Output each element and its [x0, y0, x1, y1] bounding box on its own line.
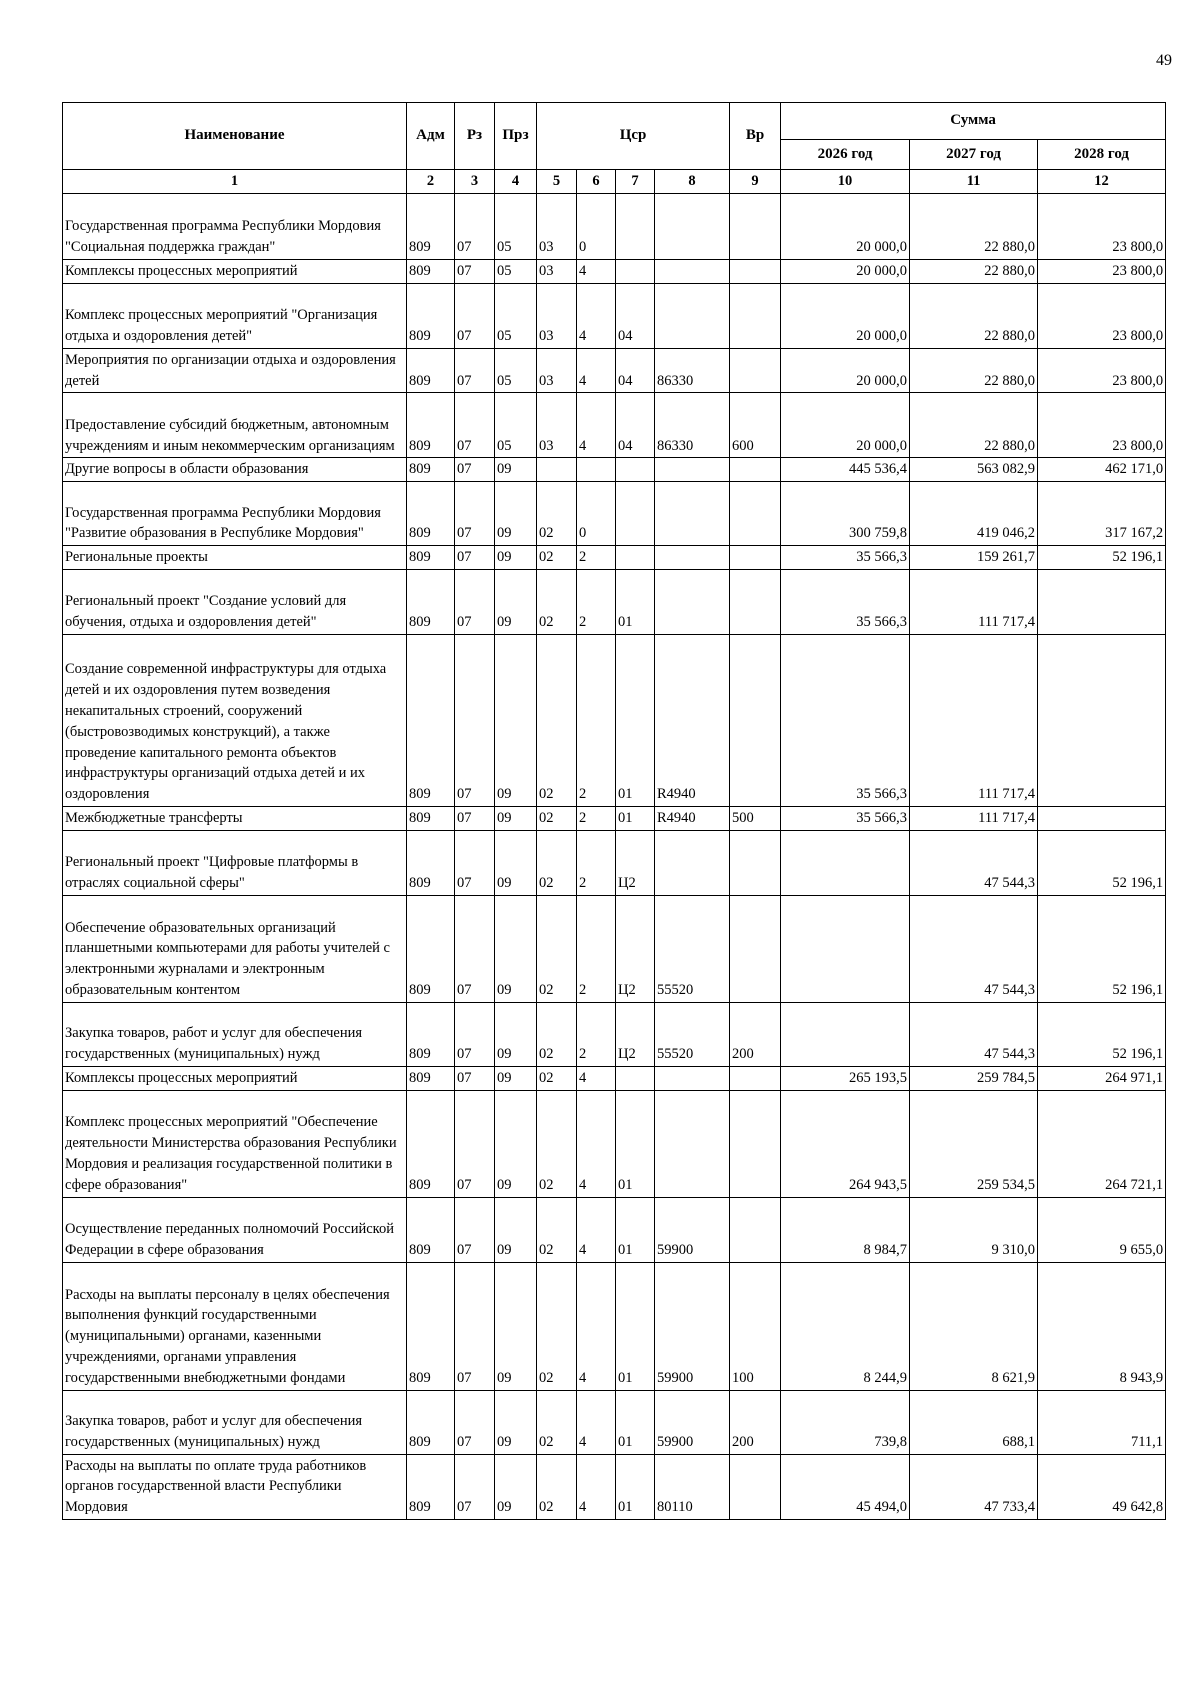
row-csr-5: 02: [537, 895, 577, 1002]
table-row: [63, 393, 1166, 458]
row-sum-2027: 22 880,0: [910, 348, 1038, 393]
col-number: 9: [730, 170, 781, 194]
row-csr-8: [655, 458, 730, 482]
row-name: Мероприятия по организации отдыха и оздоровления детей: [63, 348, 407, 393]
row-csr-5: 03: [537, 194, 577, 260]
row-prz: 09: [495, 806, 537, 830]
row-csr-6: 4: [577, 1454, 616, 1519]
table-row: [63, 806, 1166, 830]
table-row: [63, 482, 1166, 546]
header-vr: Вр: [730, 103, 781, 170]
row-name: Государственная программа Республики Мордовия "Социальная поддержка граждан": [63, 194, 407, 260]
row-name: Комплекс процессных мероприятий "Организация отдыха и оздоровления детей": [63, 283, 407, 348]
row-csr-8: [655, 283, 730, 348]
row-rz: 07: [455, 634, 495, 806]
row-prz: 05: [495, 348, 537, 393]
row-adm: 809: [407, 482, 455, 546]
row-csr-7: 01: [616, 806, 655, 830]
row-sum-2028: 52 196,1: [1038, 1002, 1166, 1066]
row-prz: 09: [495, 482, 537, 546]
row-sum-2027: 8 621,9: [910, 1262, 1038, 1390]
row-vr: 500: [730, 806, 781, 830]
row-sum-2028: 23 800,0: [1038, 260, 1166, 284]
row-vr: [730, 458, 781, 482]
row-rz: 07: [455, 1197, 495, 1262]
row-name: Закупка товаров, работ и услуг для обеспечения государственных (муниципальных) нужд: [63, 1002, 407, 1066]
row-csr-5: 02: [537, 1090, 577, 1197]
row-rz: 07: [455, 830, 495, 895]
col-number: 1: [63, 170, 407, 194]
row-csr-5: 02: [537, 830, 577, 895]
row-name: Комплексы процессных мероприятий: [63, 260, 407, 284]
row-csr-6: 2: [577, 1002, 616, 1066]
row-csr-7: [616, 458, 655, 482]
row-csr-6: 4: [577, 1066, 616, 1090]
row-sum-2026: [781, 830, 910, 895]
row-sum-2028: 317 167,2: [1038, 482, 1166, 546]
row-csr-8: 59900: [655, 1390, 730, 1454]
row-vr: [730, 348, 781, 393]
row-prz: 05: [495, 194, 537, 260]
row-csr-7: [616, 1066, 655, 1090]
row-vr: 200: [730, 1002, 781, 1066]
row-prz: 09: [495, 1090, 537, 1197]
row-rz: 07: [455, 1390, 495, 1454]
row-csr-5: 03: [537, 283, 577, 348]
row-vr: [730, 895, 781, 1002]
row-name: Региональный проект "Цифровые платформы в отраслях социальной сферы": [63, 830, 407, 895]
row-adm: 809: [407, 1454, 455, 1519]
row-sum-2026: 8 244,9: [781, 1262, 910, 1390]
row-csr-7: [616, 546, 655, 570]
row-adm: 809: [407, 1197, 455, 1262]
row-prz: 05: [495, 283, 537, 348]
row-rz: 07: [455, 1066, 495, 1090]
row-adm: 809: [407, 348, 455, 393]
row-csr-7: 01: [616, 634, 655, 806]
row-csr-7: 04: [616, 348, 655, 393]
row-csr-5: 02: [537, 546, 577, 570]
row-prz: 09: [495, 569, 537, 634]
header-sum: Сумма: [781, 103, 1166, 140]
row-name: Создание современной инфраструктуры для отдыха детей и их оздоровления путем возведения некапитальных строений, сооружений (быстровозводимых конструкций), а также проведение капитального ремонта объектов инфраструктуры организаций отдыха детей и их оздоровления: [63, 634, 407, 806]
row-name: Расходы на выплаты персоналу в целях обеспечения выполнения функций государственными (муниципальными) органами, казенными учреждениями, органами управления государственными внебюджетными фондами: [63, 1262, 407, 1390]
row-adm: 809: [407, 830, 455, 895]
table-row: [63, 1090, 1166, 1197]
row-csr-8: 55520: [655, 895, 730, 1002]
row-csr-6: 4: [577, 348, 616, 393]
row-csr-5: 02: [537, 1390, 577, 1454]
row-sum-2028: 8 943,9: [1038, 1262, 1166, 1390]
row-sum-2026: 20 000,0: [781, 393, 910, 458]
row-sum-2027: 111 717,4: [910, 569, 1038, 634]
row-prz: 05: [495, 393, 537, 458]
row-csr-8: 59900: [655, 1262, 730, 1390]
row-sum-2028: [1038, 569, 1166, 634]
page-number: 49: [1156, 52, 1172, 69]
row-adm: 809: [407, 634, 455, 806]
row-csr-8: [655, 194, 730, 260]
row-name: Расходы на выплаты по оплате труда работников органов государственной власти Республики Мордовия: [63, 1454, 407, 1519]
row-csr-7: Ц2: [616, 895, 655, 1002]
row-csr-6: 2: [577, 634, 616, 806]
table-row: [63, 194, 1166, 260]
row-rz: 07: [455, 1002, 495, 1066]
row-prz: 09: [495, 1454, 537, 1519]
row-sum-2026: [781, 1002, 910, 1066]
header-name: Наименование: [63, 103, 407, 170]
row-rz: 07: [455, 569, 495, 634]
row-rz: 07: [455, 194, 495, 260]
row-csr-6: 0: [577, 482, 616, 546]
row-csr-7: 01: [616, 1454, 655, 1519]
row-vr: [730, 283, 781, 348]
row-csr-6: 4: [577, 1390, 616, 1454]
row-name: Региональный проект "Создание условий для обучения, отдыха и оздоровления детей": [63, 569, 407, 634]
row-rz: 07: [455, 393, 495, 458]
row-adm: 809: [407, 393, 455, 458]
row-sum-2028: 462 171,0: [1038, 458, 1166, 482]
row-csr-8: [655, 569, 730, 634]
row-csr-5: [537, 458, 577, 482]
row-csr-7: 01: [616, 569, 655, 634]
col-number: 4: [495, 170, 537, 194]
row-rz: 07: [455, 1090, 495, 1197]
table-row: [63, 830, 1166, 895]
row-name: Закупка товаров, работ и услуг для обеспечения государственных (муниципальных) нужд: [63, 1390, 407, 1454]
row-csr-7: 04: [616, 393, 655, 458]
row-sum-2026: 300 759,8: [781, 482, 910, 546]
row-prz: 09: [495, 1390, 537, 1454]
row-vr: [730, 1090, 781, 1197]
row-sum-2026: 8 984,7: [781, 1197, 910, 1262]
row-sum-2026: 35 566,3: [781, 546, 910, 570]
row-sum-2028: 9 655,0: [1038, 1197, 1166, 1262]
row-csr-8: [655, 1090, 730, 1197]
col-number: 6: [577, 170, 616, 194]
col-number: 8: [655, 170, 730, 194]
row-name: Региональные проекты: [63, 546, 407, 570]
table-row: [63, 895, 1166, 1002]
col-number: 7: [616, 170, 655, 194]
table-row: [63, 283, 1166, 348]
row-name: Предоставление субсидий бюджетным, автономным учреждениям и иным некоммерческим организациям: [63, 393, 407, 458]
row-csr-5: 03: [537, 393, 577, 458]
row-rz: 07: [455, 283, 495, 348]
row-sum-2028: 23 800,0: [1038, 393, 1166, 458]
row-sum-2027: 563 082,9: [910, 458, 1038, 482]
col-number: 5: [537, 170, 577, 194]
row-csr-8: R4940: [655, 634, 730, 806]
table-row: [63, 260, 1166, 284]
row-csr-6: 4: [577, 1090, 616, 1197]
row-vr: 100: [730, 1262, 781, 1390]
table-row: [63, 458, 1166, 482]
row-name: Комплекс процессных мероприятий "Обеспечение деятельности Министерства образования Республики Мордовия и реализация государственной политики в сфере образования": [63, 1090, 407, 1197]
row-csr-6: 4: [577, 1262, 616, 1390]
row-sum-2026: [781, 895, 910, 1002]
row-adm: 809: [407, 1390, 455, 1454]
row-sum-2027: 47 544,3: [910, 1002, 1038, 1066]
row-csr-7: [616, 260, 655, 284]
row-vr: [730, 1066, 781, 1090]
row-rz: 07: [455, 806, 495, 830]
row-rz: 07: [455, 458, 495, 482]
row-sum-2027: 22 880,0: [910, 194, 1038, 260]
table-row: [63, 1002, 1166, 1066]
row-sum-2026: 739,8: [781, 1390, 910, 1454]
budget-table: [62, 102, 1166, 1520]
row-prz: 09: [495, 458, 537, 482]
row-sum-2028: 23 800,0: [1038, 283, 1166, 348]
col-number: 2: [407, 170, 455, 194]
row-csr-8: [655, 1066, 730, 1090]
table-row: [63, 1197, 1166, 1262]
row-csr-6: 2: [577, 895, 616, 1002]
row-adm: 809: [407, 194, 455, 260]
row-vr: [730, 830, 781, 895]
row-sum-2026: 20 000,0: [781, 260, 910, 284]
header-rz: Рз: [455, 103, 495, 170]
row-csr-5: 03: [537, 260, 577, 284]
row-sum-2026: 264 943,5: [781, 1090, 910, 1197]
row-adm: 809: [407, 260, 455, 284]
row-csr-8: [655, 546, 730, 570]
row-csr-5: 02: [537, 1066, 577, 1090]
row-csr-7: 01: [616, 1262, 655, 1390]
table-row: [63, 348, 1166, 393]
row-csr-6: 4: [577, 393, 616, 458]
row-sum-2027: 22 880,0: [910, 260, 1038, 284]
row-adm: 809: [407, 1066, 455, 1090]
row-sum-2026: 20 000,0: [781, 348, 910, 393]
row-csr-5: 02: [537, 806, 577, 830]
row-adm: 809: [407, 546, 455, 570]
row-prz: 09: [495, 895, 537, 1002]
row-vr: 600: [730, 393, 781, 458]
row-sum-2028: [1038, 634, 1166, 806]
row-sum-2027: 259 534,5: [910, 1090, 1038, 1197]
row-sum-2028: 52 196,1: [1038, 895, 1166, 1002]
row-csr-5: 02: [537, 1454, 577, 1519]
row-sum-2028: 264 721,1: [1038, 1090, 1166, 1197]
row-vr: [730, 1454, 781, 1519]
row-csr-6: 2: [577, 830, 616, 895]
row-csr-5: 02: [537, 569, 577, 634]
col-number: 10: [781, 170, 910, 194]
row-csr-7: 01: [616, 1197, 655, 1262]
row-rz: 07: [455, 348, 495, 393]
row-vr: [730, 482, 781, 546]
row-csr-5: 02: [537, 634, 577, 806]
row-rz: 07: [455, 482, 495, 546]
header-adm: Адм: [407, 103, 455, 170]
row-adm: 809: [407, 1090, 455, 1197]
row-csr-8: 59900: [655, 1197, 730, 1262]
row-vr: 200: [730, 1390, 781, 1454]
row-sum-2026: 35 566,3: [781, 569, 910, 634]
row-csr-5: 02: [537, 1197, 577, 1262]
table-body: [63, 194, 1166, 1520]
row-csr-5: 02: [537, 482, 577, 546]
row-csr-5: 02: [537, 1002, 577, 1066]
row-sum-2027: 47 544,3: [910, 895, 1038, 1002]
row-sum-2027: 419 046,2: [910, 482, 1038, 546]
row-rz: 07: [455, 1262, 495, 1390]
row-csr-7: Ц2: [616, 1002, 655, 1066]
row-csr-8: [655, 830, 730, 895]
row-name: Государственная программа Республики Мордовия "Развитие образования в Республике Мордовия": [63, 482, 407, 546]
row-csr-8: 86330: [655, 393, 730, 458]
row-csr-6: 2: [577, 569, 616, 634]
row-vr: [730, 546, 781, 570]
row-adm: 809: [407, 895, 455, 1002]
table-row: [63, 1262, 1166, 1390]
row-vr: [730, 194, 781, 260]
row-sum-2027: 111 717,4: [910, 806, 1038, 830]
row-rz: 07: [455, 260, 495, 284]
row-csr-6: [577, 458, 616, 482]
header-year-2027: 2027 год: [910, 140, 1038, 170]
row-adm: 809: [407, 1262, 455, 1390]
header-csr: Цср: [537, 103, 730, 170]
table-row: [63, 1390, 1166, 1454]
row-name: Комплексы процессных мероприятий: [63, 1066, 407, 1090]
row-prz: 09: [495, 546, 537, 570]
row-csr-8: R4940: [655, 806, 730, 830]
row-csr-6: 0: [577, 194, 616, 260]
row-csr-7: 04: [616, 283, 655, 348]
row-vr: [730, 1197, 781, 1262]
row-sum-2028: 711,1: [1038, 1390, 1166, 1454]
row-prz: 09: [495, 830, 537, 895]
row-sum-2026: 445 536,4: [781, 458, 910, 482]
row-csr-6: 4: [577, 1197, 616, 1262]
row-sum-2026: 20 000,0: [781, 283, 910, 348]
row-prz: 09: [495, 1066, 537, 1090]
row-csr-6: 4: [577, 283, 616, 348]
row-adm: 809: [407, 569, 455, 634]
row-vr: [730, 569, 781, 634]
header-prz: Прз: [495, 103, 537, 170]
row-rz: 07: [455, 1454, 495, 1519]
row-adm: 809: [407, 1002, 455, 1066]
row-sum-2028: 23 800,0: [1038, 348, 1166, 393]
row-prz: 09: [495, 634, 537, 806]
col-number: 3: [455, 170, 495, 194]
row-csr-7: [616, 482, 655, 546]
col-number: 12: [1038, 170, 1166, 194]
table-row: [63, 546, 1166, 570]
row-sum-2027: 22 880,0: [910, 393, 1038, 458]
table-row: [63, 634, 1166, 806]
row-csr-5: 03: [537, 348, 577, 393]
row-vr: [730, 260, 781, 284]
row-sum-2026: 35 566,3: [781, 806, 910, 830]
row-sum-2027: 688,1: [910, 1390, 1038, 1454]
row-prz: 05: [495, 260, 537, 284]
row-sum-2028: 52 196,1: [1038, 830, 1166, 895]
row-sum-2027: 47 733,4: [910, 1454, 1038, 1519]
row-vr: [730, 634, 781, 806]
row-sum-2026: 35 566,3: [781, 634, 910, 806]
row-sum-2026: 265 193,5: [781, 1066, 910, 1090]
row-sum-2028: 23 800,0: [1038, 194, 1166, 260]
row-sum-2027: 159 261,7: [910, 546, 1038, 570]
table-row: [63, 1066, 1166, 1090]
row-csr-7: Ц2: [616, 830, 655, 895]
row-name: Осуществление переданных полномочий Российской Федерации в сфере образования: [63, 1197, 407, 1262]
row-csr-8: [655, 260, 730, 284]
row-prz: 09: [495, 1197, 537, 1262]
row-csr-6: 4: [577, 260, 616, 284]
row-csr-7: 01: [616, 1390, 655, 1454]
row-name: Обеспечение образовательных организаций планшетными компьютерами для работы учителей с электронными журналами и электронным образовательным контентом: [63, 895, 407, 1002]
row-sum-2027: 9 310,0: [910, 1197, 1038, 1262]
row-adm: 809: [407, 283, 455, 348]
row-csr-8: 86330: [655, 348, 730, 393]
row-csr-8: [655, 482, 730, 546]
row-adm: 809: [407, 458, 455, 482]
header-year-2028: 2028 год: [1038, 140, 1166, 170]
header-year-2026: 2026 год: [781, 140, 910, 170]
row-sum-2026: 20 000,0: [781, 194, 910, 260]
table-row: [63, 569, 1166, 634]
row-sum-2028: 52 196,1: [1038, 546, 1166, 570]
row-csr-6: 2: [577, 546, 616, 570]
row-rz: 07: [455, 895, 495, 1002]
row-prz: 09: [495, 1262, 537, 1390]
row-csr-8: 80110: [655, 1454, 730, 1519]
row-adm: 809: [407, 806, 455, 830]
row-sum-2026: 45 494,0: [781, 1454, 910, 1519]
row-sum-2028: 49 642,8: [1038, 1454, 1166, 1519]
row-prz: 09: [495, 1002, 537, 1066]
row-csr-7: 01: [616, 1090, 655, 1197]
row-csr-5: 02: [537, 1262, 577, 1390]
row-rz: 07: [455, 546, 495, 570]
row-sum-2027: 259 784,5: [910, 1066, 1038, 1090]
row-csr-7: [616, 194, 655, 260]
table-row: [63, 1454, 1166, 1519]
row-sum-2027: 111 717,4: [910, 634, 1038, 806]
row-csr-8: 55520: [655, 1002, 730, 1066]
row-sum-2027: 47 544,3: [910, 830, 1038, 895]
row-csr-6: 2: [577, 806, 616, 830]
row-sum-2028: [1038, 806, 1166, 830]
col-number: 11: [910, 170, 1038, 194]
row-name: Межбюджетные трансферты: [63, 806, 407, 830]
row-sum-2028: 264 971,1: [1038, 1066, 1166, 1090]
row-sum-2027: 22 880,0: [910, 283, 1038, 348]
row-name: Другие вопросы в области образования: [63, 458, 407, 482]
